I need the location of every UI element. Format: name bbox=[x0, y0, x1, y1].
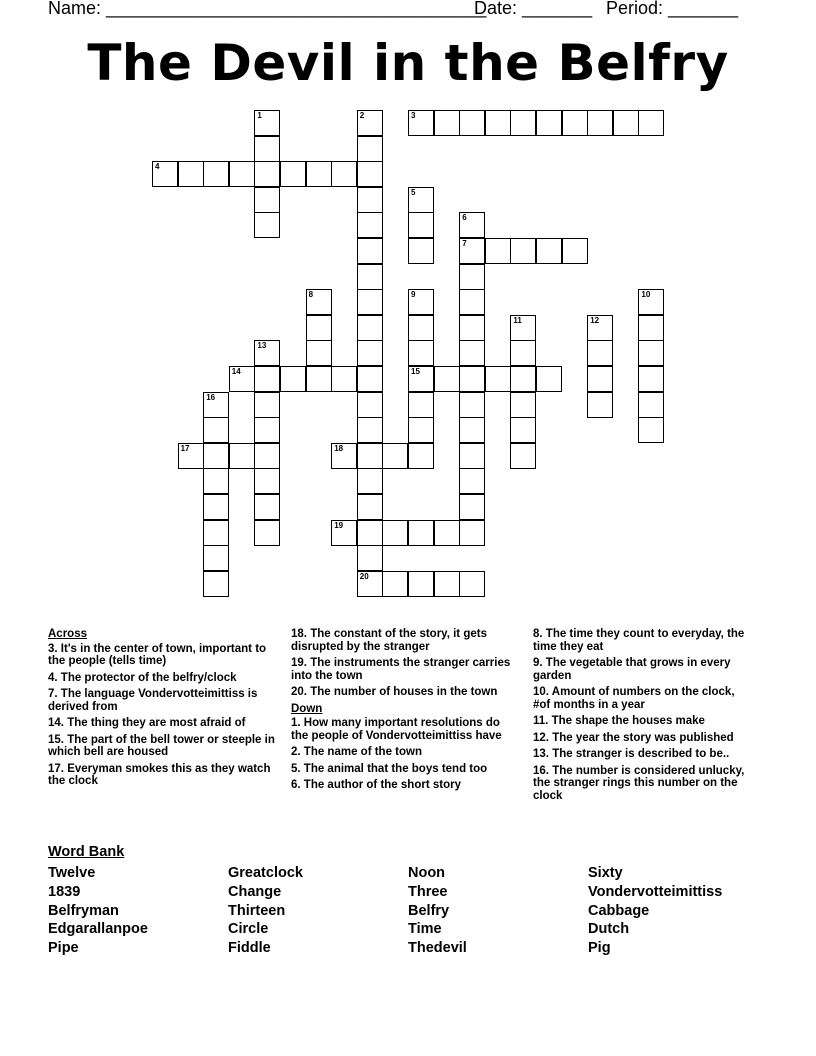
crossword-cell[interactable] bbox=[459, 417, 485, 443]
crossword-cell[interactable] bbox=[203, 545, 229, 571]
crossword-cell[interactable] bbox=[485, 110, 511, 136]
clue-text: The year the story was published bbox=[552, 731, 734, 744]
crossword-cell[interactable] bbox=[510, 340, 536, 366]
clue-text: It's in the center of town, important to the people (tells time) bbox=[48, 642, 267, 667]
word-bank-item: Edgarallanpoe bbox=[48, 921, 148, 938]
crossword-cell[interactable] bbox=[254, 110, 280, 136]
crossword-cell[interactable] bbox=[434, 571, 460, 597]
word-bank-item: Thirteen bbox=[228, 902, 286, 919]
clue-number: 18. bbox=[291, 628, 307, 640]
clue-number: 13. bbox=[533, 748, 549, 760]
clues-col2 bbox=[291, 628, 513, 796]
word-bank-item: Sixty bbox=[588, 865, 623, 881]
crossword-cell[interactable] bbox=[510, 315, 536, 341]
clue-text: The thing they are most afraid of bbox=[67, 717, 246, 729]
crossword-cell[interactable] bbox=[254, 468, 280, 494]
word-bank-item: Dutch bbox=[588, 921, 630, 938]
crossword-cell[interactable] bbox=[254, 494, 280, 520]
clue-text: Everyman smokes this as they watch the clock bbox=[48, 762, 271, 787]
down-clue bbox=[533, 748, 748, 761]
clue-number: 16 bbox=[206, 392, 216, 402]
clue-number: 11. bbox=[533, 715, 549, 727]
crossword-cell[interactable] bbox=[510, 443, 536, 469]
crossword-cell[interactable] bbox=[229, 161, 255, 187]
crossword-cell[interactable] bbox=[510, 417, 536, 443]
across-clue bbox=[291, 657, 513, 682]
crossword-cell[interactable] bbox=[587, 392, 613, 418]
crossword-cell[interactable] bbox=[408, 315, 434, 341]
crossword-cell[interactable] bbox=[357, 315, 383, 341]
crossword-cell[interactable] bbox=[434, 520, 460, 546]
crossword-cell[interactable] bbox=[408, 289, 434, 315]
clue-number: 2 bbox=[359, 111, 365, 120]
crossword-cell[interactable] bbox=[254, 520, 280, 546]
word-bank-item: Noon bbox=[408, 865, 446, 881]
crossword-cell[interactable] bbox=[408, 340, 434, 366]
crossword-cell[interactable] bbox=[229, 443, 255, 469]
crossword-cell[interactable] bbox=[459, 289, 485, 315]
crossword-cell[interactable] bbox=[510, 366, 536, 392]
crossword-cell[interactable] bbox=[459, 366, 485, 392]
crossword-cell[interactable] bbox=[357, 238, 383, 264]
clue-number: 8. bbox=[533, 628, 543, 640]
crossword-cell[interactable] bbox=[254, 392, 280, 418]
crossword-cell[interactable] bbox=[306, 366, 332, 392]
crossword-cell[interactable] bbox=[357, 340, 383, 366]
crossword-cell[interactable] bbox=[459, 494, 485, 520]
word-bank-item: Thedevil bbox=[408, 940, 467, 957]
clue-text: The vegetable that grows in every garden bbox=[533, 657, 731, 682]
crossword-cell[interactable] bbox=[357, 161, 383, 187]
crossword-cell[interactable] bbox=[510, 392, 536, 418]
clue-number: 13 bbox=[257, 341, 267, 351]
word-bank-title: Word Bank bbox=[48, 844, 125, 860]
crossword-cell[interactable] bbox=[536, 238, 562, 264]
across-heading: Across bbox=[48, 628, 87, 640]
crossword-cell[interactable] bbox=[229, 366, 255, 392]
clue-number: 4. bbox=[48, 671, 58, 684]
word-bank-item: Twelve bbox=[48, 865, 96, 881]
crossword-cell[interactable] bbox=[587, 110, 613, 136]
word-bank-item: Vondervotteimittiss bbox=[588, 883, 723, 900]
crossword-cell[interactable] bbox=[382, 520, 408, 546]
clue-number: 2. bbox=[291, 746, 301, 758]
word-bank-item: Cabbage bbox=[588, 902, 650, 919]
clue-text: The number of houses in the town bbox=[310, 686, 498, 698]
crossword-cell[interactable] bbox=[485, 238, 511, 264]
crossword-cell[interactable] bbox=[459, 110, 485, 136]
down-clue bbox=[533, 715, 748, 728]
crossword-cell[interactable] bbox=[357, 187, 383, 213]
crossword-cell[interactable] bbox=[254, 161, 280, 187]
clue-number: 17 bbox=[180, 443, 190, 453]
clue-number: 9 bbox=[411, 290, 416, 300]
crossword-cell[interactable] bbox=[357, 571, 383, 597]
clue-number: 12 bbox=[590, 315, 600, 325]
crossword-cell[interactable] bbox=[280, 366, 306, 392]
clue-number: 6. bbox=[291, 779, 301, 791]
crossword-cell[interactable] bbox=[357, 264, 383, 290]
crossword-cell[interactable] bbox=[357, 289, 383, 315]
clue-text: The time they count to everyday, the time they eat bbox=[533, 628, 745, 653]
clue-number: 18 bbox=[334, 443, 344, 453]
crossword-cell[interactable] bbox=[510, 110, 536, 136]
clue-number: 15 bbox=[411, 367, 420, 376]
crossword-cell[interactable] bbox=[357, 366, 383, 392]
clue-number: 20 bbox=[359, 571, 369, 581]
clue-number: 7 bbox=[462, 239, 467, 248]
crossword-cell[interactable] bbox=[280, 161, 306, 187]
crossword-cell[interactable] bbox=[357, 136, 383, 162]
crossword-cell[interactable] bbox=[178, 443, 204, 469]
crossword-cell[interactable] bbox=[203, 417, 229, 443]
crossword-cell[interactable] bbox=[357, 392, 383, 418]
across-clue bbox=[48, 763, 280, 788]
clue-number: 5 bbox=[411, 187, 416, 197]
clue-number: 9. bbox=[533, 657, 543, 669]
clue-text: The part of the bell tower or steeple in which bell are housed bbox=[48, 733, 275, 758]
crossword-cell[interactable] bbox=[638, 289, 664, 315]
clue-number: 11 bbox=[513, 315, 522, 325]
word-bank-item: 1839 bbox=[48, 883, 81, 900]
clue-text: The author of the short story bbox=[303, 779, 461, 791]
page-title: The Devil in the Belfry bbox=[87, 34, 729, 92]
clue-number: 14 bbox=[231, 367, 241, 376]
clue-number: 3. bbox=[48, 642, 58, 655]
crossword-cell[interactable] bbox=[254, 417, 280, 443]
date-field[interactable]: Date: _______ bbox=[474, 0, 593, 18]
clue-number: 14. bbox=[48, 717, 64, 729]
clue-number: 5. bbox=[291, 762, 301, 775]
crossword-cell[interactable] bbox=[408, 212, 434, 238]
crossword-cell[interactable] bbox=[203, 520, 229, 546]
down-clue bbox=[291, 717, 513, 742]
crossword-cell[interactable] bbox=[536, 366, 562, 392]
word-bank-item: Change bbox=[228, 883, 282, 900]
crossword-cell[interactable] bbox=[434, 366, 460, 392]
down-clue bbox=[291, 779, 513, 792]
down-clue bbox=[533, 765, 748, 803]
across-clue bbox=[48, 688, 280, 713]
clue-number: 1 bbox=[257, 111, 262, 120]
crossword-cell[interactable] bbox=[203, 494, 229, 520]
crossword-cell[interactable] bbox=[638, 392, 664, 418]
crossword-cell[interactable] bbox=[254, 212, 280, 238]
crossword-cell[interactable] bbox=[331, 366, 357, 392]
clue-number: 10. bbox=[533, 686, 549, 698]
across-clue bbox=[291, 628, 513, 653]
clue-text: The shape the houses make bbox=[551, 715, 705, 727]
word-bank-col-3 bbox=[408, 864, 467, 958]
down-clues-col3 bbox=[533, 628, 748, 806]
crossword-cell[interactable] bbox=[536, 110, 562, 136]
word-bank-col-4 bbox=[588, 864, 722, 958]
crossword-cell[interactable] bbox=[178, 161, 204, 187]
clue-number: 19 bbox=[334, 520, 344, 530]
clue-number: 15. bbox=[48, 733, 64, 746]
crossword-cell[interactable] bbox=[306, 315, 332, 341]
name-field[interactable]: Name: ______________________________________ bbox=[48, 0, 487, 18]
clue-text: The protector of the belfry/clock bbox=[60, 671, 237, 684]
crossword-cell[interactable] bbox=[408, 443, 434, 469]
crossword-cell[interactable] bbox=[587, 366, 613, 392]
clue-text: The instruments the stranger carries into the town bbox=[291, 657, 511, 682]
clue-text: The constant of the story, it gets disrupted by the stranger bbox=[291, 628, 487, 653]
clue-text: The animal that the boys tend too bbox=[303, 762, 488, 775]
crossword-cell[interactable] bbox=[203, 571, 229, 597]
clue-text: The stranger is described to be.. bbox=[552, 748, 730, 760]
crossword-cell[interactable] bbox=[562, 238, 588, 264]
across-clue bbox=[48, 643, 280, 668]
crossword-cell[interactable] bbox=[254, 340, 280, 366]
clue-number: 10 bbox=[641, 290, 651, 300]
crossword-cell[interactable] bbox=[357, 545, 383, 571]
crossword-cell[interactable] bbox=[382, 571, 408, 597]
word-bank-col-2 bbox=[228, 864, 303, 958]
down-clue bbox=[533, 628, 748, 653]
crossword-cell[interactable] bbox=[638, 340, 664, 366]
word-bank-item: Belfryman bbox=[48, 902, 119, 919]
down-clue bbox=[291, 763, 513, 776]
crossword-cell[interactable] bbox=[203, 468, 229, 494]
crossword-cell[interactable] bbox=[510, 238, 536, 264]
crossword-cell[interactable] bbox=[331, 161, 357, 187]
word-bank-item: Belfry bbox=[408, 902, 450, 919]
period-field[interactable]: Period: _______ bbox=[606, 0, 739, 18]
crossword-cell[interactable] bbox=[357, 520, 383, 546]
clue-text: The number is considered unlucky, the stranger rings this number on the clock bbox=[533, 764, 745, 802]
crossword-cell[interactable] bbox=[459, 443, 485, 469]
clue-number: 6 bbox=[462, 213, 467, 223]
crossword-cell[interactable] bbox=[638, 315, 664, 341]
word-bank-item: Three bbox=[408, 883, 448, 900]
crossword-cell[interactable] bbox=[459, 392, 485, 418]
clue-number: 3 bbox=[411, 111, 416, 120]
crossword-cell[interactable] bbox=[306, 289, 332, 315]
crossword-cell[interactable] bbox=[562, 110, 588, 136]
crossword-cell[interactable] bbox=[459, 264, 485, 290]
crossword-cell[interactable] bbox=[357, 494, 383, 520]
crossword-cell[interactable] bbox=[357, 443, 383, 469]
crossword-cell[interactable] bbox=[306, 161, 332, 187]
clue-number: 1. bbox=[291, 717, 301, 729]
crossword-cell[interactable] bbox=[459, 571, 485, 597]
crossword-cell[interactable] bbox=[459, 340, 485, 366]
crossword-cell[interactable] bbox=[203, 392, 229, 418]
crossword-cell[interactable] bbox=[331, 443, 357, 469]
down-clue bbox=[533, 657, 748, 682]
across-clue bbox=[291, 686, 513, 699]
crossword-cell[interactable] bbox=[357, 212, 383, 238]
crossword-cell[interactable] bbox=[357, 468, 383, 494]
crossword-cell[interactable] bbox=[408, 110, 434, 136]
crossword-cell[interactable] bbox=[459, 520, 485, 546]
crossword-cell[interactable] bbox=[408, 520, 434, 546]
crossword-cell[interactable] bbox=[382, 443, 408, 469]
clue-number: 7. bbox=[48, 688, 58, 700]
crossword-cell[interactable] bbox=[408, 571, 434, 597]
word-bank-item: Pipe bbox=[48, 940, 79, 957]
crossword-cell[interactable] bbox=[357, 417, 383, 443]
crossword-cell[interactable] bbox=[152, 161, 178, 187]
clue-text: The language Vondervotteimittiss is derived from bbox=[48, 688, 258, 713]
clue-number: 20. bbox=[291, 686, 307, 698]
crossword-cell[interactable] bbox=[408, 392, 434, 418]
crossword-cell[interactable] bbox=[459, 468, 485, 494]
clue-number: 19. bbox=[291, 657, 307, 669]
clue-number: 12. bbox=[533, 731, 549, 744]
crossword-cell[interactable] bbox=[613, 110, 639, 136]
crossword-cell[interactable] bbox=[203, 161, 229, 187]
clue-text: Amount of numbers on the clock, #of months in a year bbox=[533, 686, 735, 711]
word-bank-item: Greatclock bbox=[228, 865, 303, 881]
crossword-cell[interactable] bbox=[638, 417, 664, 443]
down-clue bbox=[533, 732, 748, 745]
clue-number: 8 bbox=[308, 290, 314, 300]
crossword-cell[interactable] bbox=[638, 366, 664, 392]
crossword-cell[interactable] bbox=[434, 110, 460, 136]
word-bank-col-1 bbox=[48, 864, 148, 958]
clue-text: How many important resolutions do the people of Vondervotteimittiss have bbox=[291, 717, 502, 742]
down-clue bbox=[533, 686, 748, 711]
crossword-cell[interactable] bbox=[357, 110, 383, 136]
crossword-cell[interactable] bbox=[638, 110, 664, 136]
crossword-cell[interactable] bbox=[587, 340, 613, 366]
crossword-cell[interactable] bbox=[331, 520, 357, 546]
crossword-cell[interactable] bbox=[408, 187, 434, 213]
crossword-cell[interactable] bbox=[254, 187, 280, 213]
word-bank-item: Fiddle bbox=[228, 940, 271, 957]
crossword-cell[interactable] bbox=[459, 238, 485, 264]
crossword-cell[interactable] bbox=[254, 443, 280, 469]
crossword-cell[interactable] bbox=[408, 238, 434, 264]
down-clue bbox=[291, 746, 513, 759]
down-heading: Down bbox=[291, 702, 323, 715]
crossword-cell[interactable] bbox=[587, 315, 613, 341]
crossword-cell[interactable] bbox=[408, 366, 434, 392]
crossword-cell[interactable] bbox=[459, 315, 485, 341]
across-clue bbox=[48, 717, 280, 730]
across-clue bbox=[48, 672, 280, 685]
clue-number: 17. bbox=[48, 762, 64, 775]
crossword-cell[interactable] bbox=[254, 136, 280, 162]
clue-text: The name of the town bbox=[303, 746, 422, 758]
across-clues-col1 bbox=[48, 628, 280, 792]
across-clue bbox=[48, 734, 280, 759]
crossword-cell[interactable] bbox=[203, 443, 229, 469]
word-bank-item: Time bbox=[408, 921, 442, 938]
crossword-cell[interactable] bbox=[254, 366, 280, 392]
crossword-cell[interactable] bbox=[459, 212, 485, 238]
word-bank-item: Pig bbox=[588, 940, 611, 957]
clue-number: 4 bbox=[155, 162, 160, 172]
clue-number: 16. bbox=[533, 764, 549, 777]
crossword-cell[interactable] bbox=[306, 340, 332, 366]
crossword-cell[interactable] bbox=[408, 417, 434, 443]
word-bank-item: Circle bbox=[228, 921, 269, 938]
crossword-cell[interactable] bbox=[485, 366, 511, 392]
